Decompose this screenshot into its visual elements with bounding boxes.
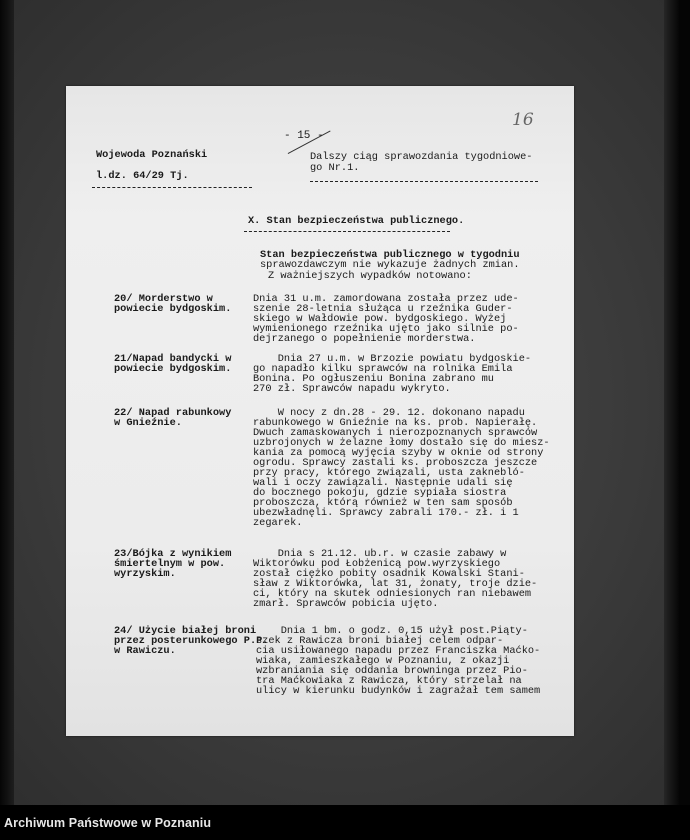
incident-text: tra Maćkowiaka z Rawicza, który strzelał na: [256, 675, 522, 687]
incident-label: 23/Bójka z wynikiem: [114, 548, 232, 560]
divider-left: [92, 187, 252, 188]
incident-text: skiego w Wałdowie pow. bydgoskiego. Wyżej: [253, 313, 507, 325]
incident-text: Dnia s 21.12. ub.r. w czasie zabawy w: [253, 548, 507, 560]
film-edge-right: [664, 0, 690, 805]
incident-label: powiecie bydgoskim.: [114, 363, 232, 375]
incident-label: w Rawiczu.: [114, 645, 176, 657]
page-number: - 15 -: [284, 130, 324, 142]
incident-text: rabunkowego w Gnieźnie na ks. prob. Napierałę.: [253, 417, 538, 429]
reference-number: l.dz. 64/29 Tj.: [96, 170, 189, 182]
intro-line: sprawozdawczym nie wykazuje żadnych zmian.: [260, 259, 520, 271]
incident-text: ogrodu. Sprawcy zastali ks. proboszcza jeszcze: [253, 457, 538, 469]
section-title-underline: [244, 231, 450, 232]
incident-text: dejrzanego o popełnienie morderstwa.: [253, 333, 476, 345]
incident-text: cia usiłowanego napadu przez Franciszka Maćko-: [256, 645, 541, 657]
incident-text: zegarek.: [253, 517, 303, 529]
incident-text: ubezwładnęli. Sprawcy zabrali 170.- zł. i 1: [253, 507, 519, 519]
sender: Wojewoda Poznański: [96, 149, 208, 161]
incident-text: uzbrojonych w żelazne łomy dostało się do miesz-: [253, 437, 550, 449]
incident-label: śmiertelnym w pow.: [114, 558, 226, 570]
incident-label: 22/ Napad rabunkowy: [114, 407, 232, 419]
incident-text: szenie 28-letnia służąca u rzeźnika Guder-: [253, 303, 513, 315]
incident-text: Bonina. Po ogłuszeniu Bonina zabrano mu: [253, 373, 494, 385]
incident-text: W nocy z dn.28 - 29. 12. dokonano napadu: [253, 407, 525, 419]
incident-text: Dnia 1 bm. o godz. 0,15 użył post.Piąty-: [256, 625, 528, 637]
incident-text: zmarł. Sprawców pobicia ujęto.: [253, 598, 439, 610]
incident-text: wiaka, zamieszkałego w Poznaniu, z okazji: [256, 655, 510, 667]
incident-text: ulicy w kierunku budynków i zagrażał tem samem: [256, 685, 541, 697]
incident-text: Dnia 27 u.m. w Brzozie powiatu bydgoskie-: [253, 353, 532, 365]
incident-text: Wiktorówku pod Łobżenicą pow.wyrzyskiego: [253, 558, 501, 570]
incident-text: przy pracy, którego związali, usta zaknebló-: [253, 467, 525, 479]
incident-text: szek z Rawicza broni białej celem odpar-: [256, 635, 504, 647]
incident-text: wali i oczy zawiązali. Następnie udali się: [253, 477, 513, 489]
document-page: [66, 86, 574, 736]
intro-line: Z ważniejszych wypadków notowano:: [268, 270, 472, 282]
incident-text: sław z Wiktorówka, lat 31, żonaty, troje dzie-: [253, 578, 538, 590]
intro-line: Stan bezpieczeństwa publicznego w tygodniu: [260, 249, 520, 261]
incident-label: przez posterunkowego P.P.: [114, 635, 269, 647]
incident-text: proboszcza, którą również w ten sam sposób: [253, 497, 513, 509]
film-edge-left: [0, 0, 14, 805]
incident-text: Dwuch zamaskowanych i nierozpoznanych sprawców: [253, 427, 538, 439]
incident-label: 21/Napad bandycki w: [114, 353, 232, 365]
incident-label: powiecie bydgoskim.: [114, 303, 232, 315]
incident-label: 20/ Morderstwo w: [114, 293, 213, 305]
continuation-line-1: Dalszy ciąg sprawozdania tygodniowe-: [310, 151, 533, 163]
incident-text: został ciężko pobity osadnik Kowalski Stani-: [253, 568, 525, 580]
incident-text: kania za pomocą wyjęcia szyby w oknie od strony: [253, 447, 544, 459]
handwritten-folio-number: 16: [512, 110, 534, 130]
continuation-line-2: go Nr.1.: [310, 162, 360, 174]
archive-caption: Archiwum Państwowe w Poznaniu: [4, 816, 212, 830]
incident-text: wzbraniania się oddania browninga przez Pio-: [256, 665, 528, 677]
section-title: X. Stan bezpieczeństwa publicznego.: [248, 215, 465, 227]
incident-text: wymienionego rzeźnika ujęto jako silnie po-: [253, 323, 519, 335]
incident-text: 270 zł. Sprawców napadu wykryto.: [253, 383, 451, 395]
incident-text: Dnia 31 u.m. zamordowana została przez ude-: [253, 293, 519, 305]
incident-text: do bocznego pokoju, gdzie sypiała siostra: [253, 487, 507, 499]
incident-label: wyrzyskim.: [114, 568, 176, 580]
incident-label: w Gnieźnie.: [114, 417, 182, 429]
incident-text: go napadło kilku sprawców na rolnika Emila: [253, 363, 513, 375]
incident-label: 24/ Użycie białej broni: [114, 625, 257, 637]
incident-text: ci, który na skutek odniesionych ran niebawem: [253, 588, 532, 600]
divider-right: [310, 181, 538, 182]
